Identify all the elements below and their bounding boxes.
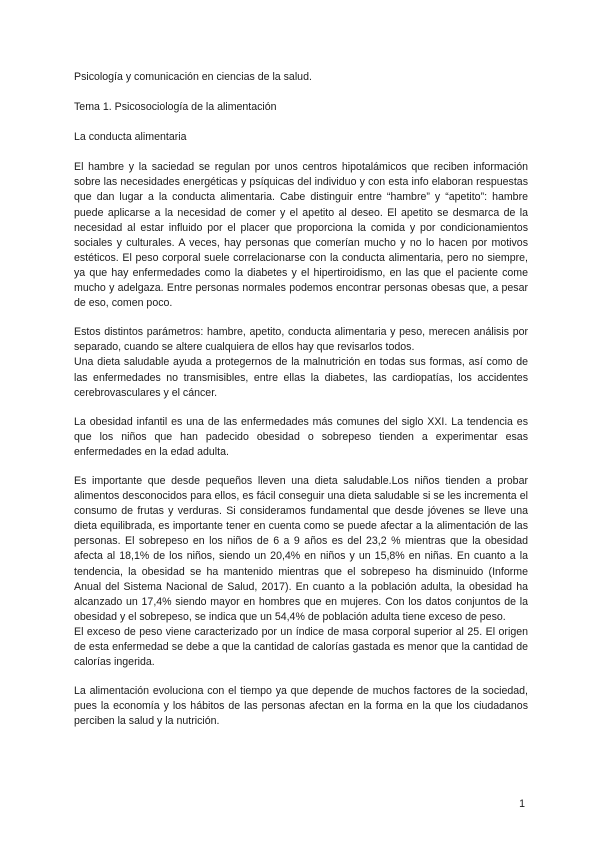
topic-title: Tema 1. Psicosociología de la alimentación <box>74 101 277 114</box>
paragraph-exceso-peso: El exceso de peso viene caracterizado por un índice de masa corporal superior al 25. El origen de esta enfermedad se debe a que la cantidad de calorías gastada es menor que la cantidad de calorías ingerida. <box>74 625 528 669</box>
document-body <box>74 70 528 729</box>
paragraph-parametros: Estos distintos parámetros: hambre, apetito, conducta alimentaria y peso, merecen análisis por separado, cuando se altere cualquiera de ellos hay que revisarlos todos. <box>74 326 528 354</box>
paragraph-dieta-saludable: Una dieta saludable ayuda a protegernos de la malnutrición en todas sus formas, así como de las enfermedades no transmisibles, entre ellas la diabetes, las cardiopatías, los accidentes cerebrovasculares y el cáncer. <box>74 356 528 399</box>
page-number: 1 <box>519 798 525 810</box>
paragraph-alimentacion-evoluciona: La alimentación evoluciona con el tiempo ya que depende de muchos factores de la sociedad, pues la economía y los hábitos de las personas afectan en la forma en la que los ciudadanos perciben la salud y la nutrición. <box>74 685 528 728</box>
course-title: Psicología y comunicación en ciencias de la salud. <box>74 71 312 83</box>
paragraph-obesidad-infantil: La obesidad infantil es una de las enfermedades más comunes del siglo XXI. La tendencia es que los niños que han padecido obesidad o sobrepeso tienden a experimentar esas enfermedades en la edad adulta. <box>74 415 528 458</box>
paragraph-conducta: El hambre y la saciedad se regulan por unos centros hipotalámicos que reciben información sobre las necesidades energéticas y psíquicas del individuo y con esta info elaboran respuestas que dan lugar a la conducta alimentaria. Cabe distinguir entre “hambre” y “apetito”: hambre puede aplicarse a la necesidad de comer y el apetito al deseo. El apetito se desmarca de la necesidad al estar influido por el placer que proporciona la comida y por condicionamientos sociales y culturales. A veces, hay personas que comerían mucho y no lo hacen por motivos estéticos. El peso corporal suele correlacionarse con la conducta alimentaria, pero no siempre, ya que hay enfermedades como la diabetes y el hipertiroidismo, en las que el paciente come mucho y adelgaza. Entre personas normales podemos encontrar personas obesas que, a pesar de eso, comen poco. <box>74 161 528 310</box>
paragraph-importancia-dieta: Es importante que desde pequeños lleven una dieta saludable.Los niños tienden a probar alimentos desconocidos para ellos, es fácil conseguir una dieta saludable si se les incrementa el consumo de frutas y verduras. Si consideramos fundamental que desde jóvenes se lleve una dieta equilibrada, es importante tener en cuenta como se puede afectar a la alimentación de las personas. El sobrepeso en los niños de 6 a 9 años es del 23,2 % mientras que la obesidad afecta al 18,1% de los niños, siendo un 20,4% en niños y un 15,8% en niñas. En cuanto a la tendencia, la obesidad se ha mantenido mientras que el sobrepeso ha disminuido (Informe Anual del Sistema Nacional de Salud, 2017). En cuanto a la población adulta, la obesidad ha alcanzado un 17,4% siendo mayor en hombres que en mujeres. Con los datos conjuntos de la obesidad y el sobrepeso, se indica que un 54,4% de población adulta tiene exceso de peso. <box>74 474 528 623</box>
section-title: La conducta alimentaria <box>74 131 187 144</box>
